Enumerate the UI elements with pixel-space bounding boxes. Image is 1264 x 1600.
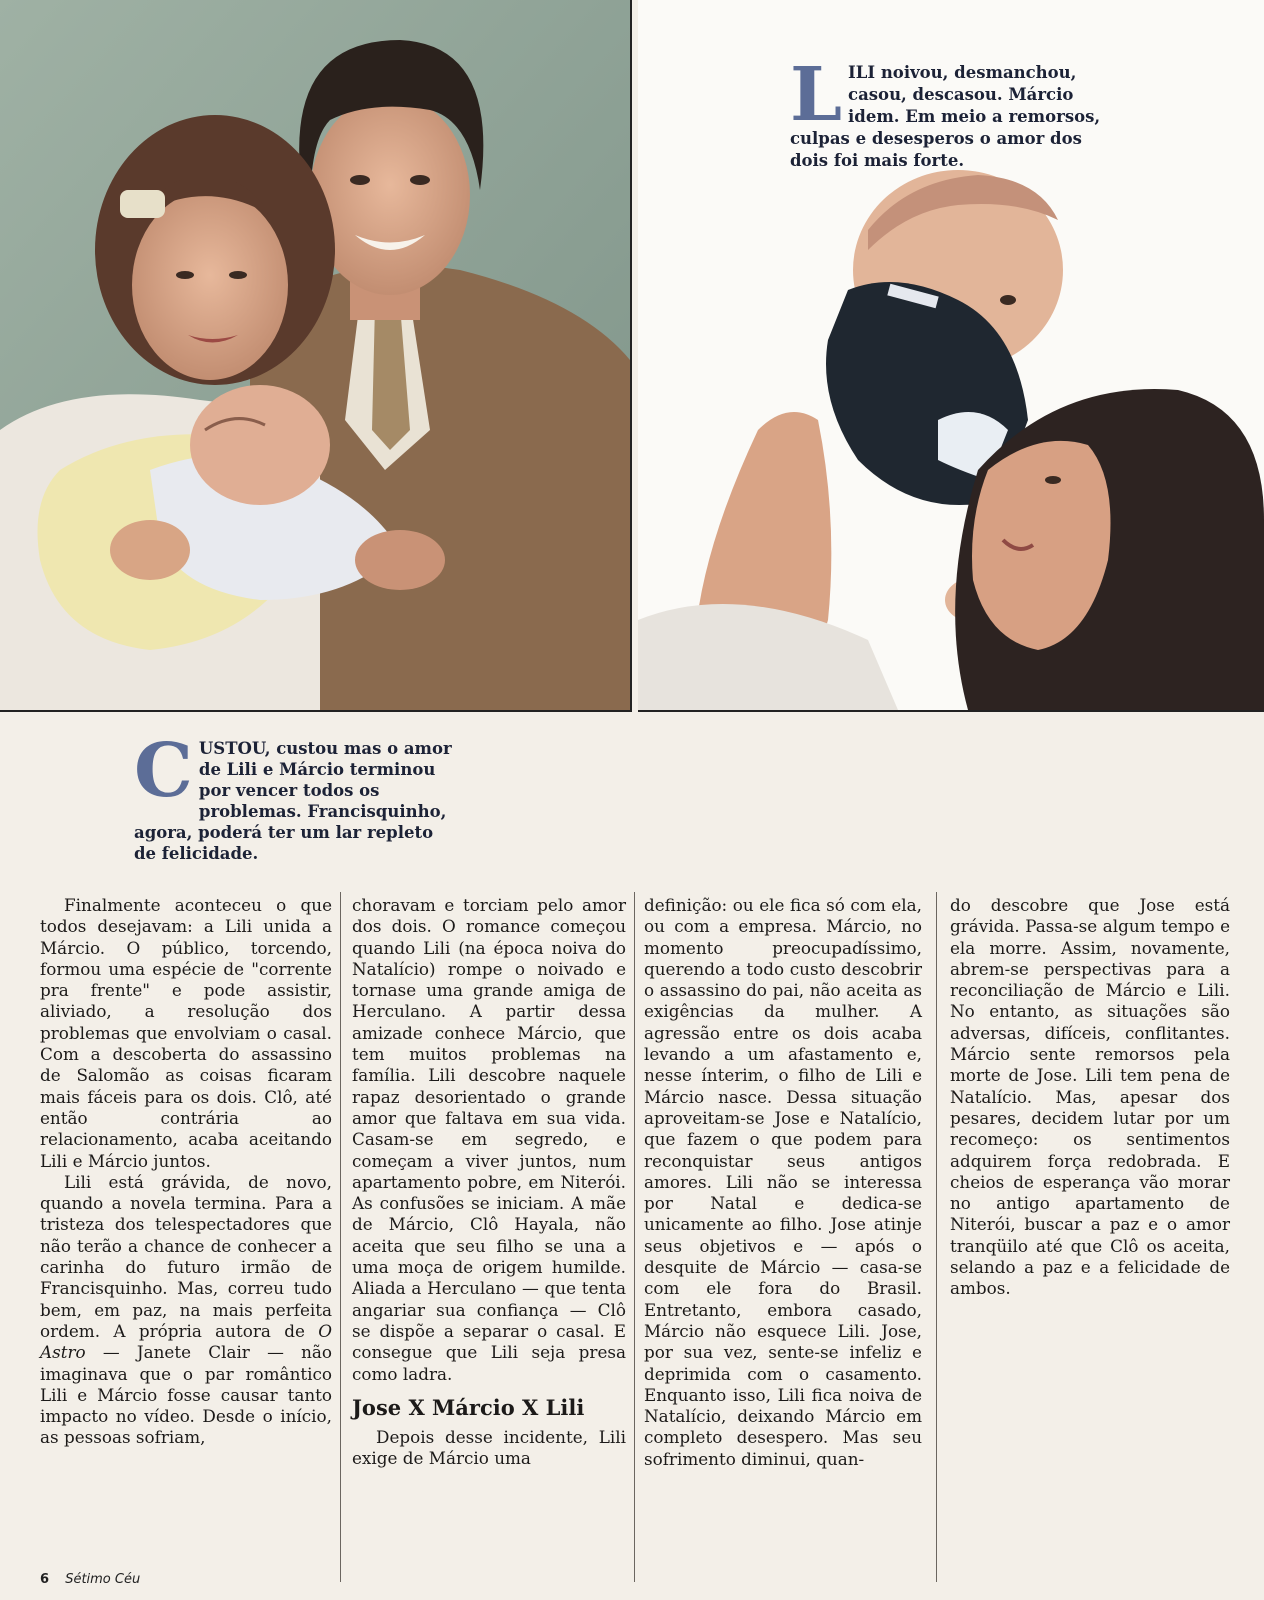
dropcap-l: L xyxy=(790,52,843,138)
article-paragraph-5: definição: ou ele fica só com ela, ou com a empresa. Márcio, no momento preocupadíssimo, querendo a todo custo descobrir o assassino do pai, não aceita as exigências da mulher. A agressão entre os dois acaba levando a um afastamento e, nesse ínterim, o filho de Lili e Márcio nasce. Dessa situação aproveitam-se Jose e Natalício, que fazem o que podem para reconquistar seus antigos amores. Lili não se interessa por Natal e dedica-se unicamente ao filho. Jose atinje seus objetivos e — após o desquite de Márcio — casa-se com ele fora do Brasil. Entretanto, embora casado, Márcio não esquece Lili. Jose, por sua vez, sente-se infeliz e deprimida com o casamento. Enquanto isso, Lili fica noiva de Natalício, deixando Márcio em completo desespero. Mas seu sofrimento diminui, quan- xyxy=(644,895,922,1469)
page-footer xyxy=(40,1572,140,1587)
article-column-4 xyxy=(950,895,1230,1300)
article-column-2 xyxy=(352,895,626,1469)
column-rule-2 xyxy=(634,892,635,1582)
caption-right xyxy=(790,52,1120,172)
caption-left-text: USTOU, custou mas o amor de Lili e Márcio terminou por vencer todos os problemas. Francisquinho, agora, poderá ter um lar repleto de felicidade. xyxy=(134,739,452,863)
column-rule-1 xyxy=(340,892,341,1582)
show-title: O Astro xyxy=(40,1320,332,1363)
article-p2-text: Lili está grávida, de novo, quando a novela termina. Para a tristeza dos telespectadores que não terão a chance de conhecer a carinha do futuro irmão de Francisquinho. Mas, correu tudo bem, em paz, na mais perfeita ordem. A própria autora de xyxy=(40,1171,332,1341)
article-paragraph-4: Depois desse incidente, Lili exige de Márcio uma xyxy=(352,1426,626,1469)
article-paragraph-2 xyxy=(40,1172,332,1449)
article-column-1 xyxy=(40,895,332,1449)
article-p2-rest: — Janete Clair — não imaginava que o par romântico Lili e Márcio fosse causar tanto impacto no vídeo. Desde o início, as pessoas sofriam, xyxy=(40,1342,332,1448)
page-number: 6 xyxy=(40,1572,50,1587)
photo-couple-illustration xyxy=(0,0,630,710)
article-column-3 xyxy=(644,895,922,1470)
article-paragraph-1: Finalmente aconteceu o que todos desejavam: a Lili unida a Márcio. O público, torcendo, formou uma espécie de "corrente pra frente" e pode assistir, aliviado, a resolução dos problemas que envolviam o casal. Com a descoberta do assassino de Salomão as coisas ficaram mais fáceis para os dois. Clô, até então contrária ao relacionamento, acaba aceitando Lili e Márcio juntos. xyxy=(40,895,332,1171)
column-rule-3 xyxy=(936,892,937,1582)
article-paragraph-6: do descobre que Jose está grávida. Passa-se algum tempo e ela morre. Assim, novamente, abrem-se perspectivas para a reconciliação de Márcio e Lili. No entanto, as situações são adversas, difíceis, conflitantes. Márcio sente remorsos pela morte de Jose. Lili tem pena de Natalício. Mas, apesar dos pesares, decidem lutar por um recomeço: os sentimentos adquirem força redobrada. E cheios de esperança vão morar no antigo apartamento de Niterói, buscar a paz e o amor tranqüilo até que Clô os aceita, selando a paz e a felicidade de ambos. xyxy=(950,895,1230,1299)
photo-couple-with-baby xyxy=(0,0,632,712)
article-subheading: Jose X Márcio X Lili xyxy=(352,1394,585,1420)
magazine-name: Sétimo Céu xyxy=(65,1572,141,1587)
caption-left xyxy=(134,728,454,864)
caption-right-text: ILI noivou, desmanchou, casou, descasou. Márcio idem. Em meio a remorsos, culpas e desesperos o amor dos dois foi mais forte. xyxy=(790,63,1101,170)
dropcap-c: C xyxy=(134,728,193,814)
article-paragraph-3: choravam e torciam pelo amor dos dois. O romance começou quando Lili (na época noiva do Natalício) rompe o noivado e tornase uma grande amiga de Herculano. A partir dessa amizade conhece Márcio, que tem muitos problemas na família. Lili descobre naquele rapaz desorientado o grande amor que faltava em sua vida. Casam-se em segredo, e começam a viver juntos, num apartamento pobre, em Niterói. As confusões se iniciam. A mãe de Márcio, Clô Hayala, não aceita que seu filho se una a uma moça de origem humilde. Aliada a Herculano — que tenta angariar sua confiança — Clô se dispõe a separar o casal. E consegue que Lili seja presa como ladra. xyxy=(352,895,626,1384)
